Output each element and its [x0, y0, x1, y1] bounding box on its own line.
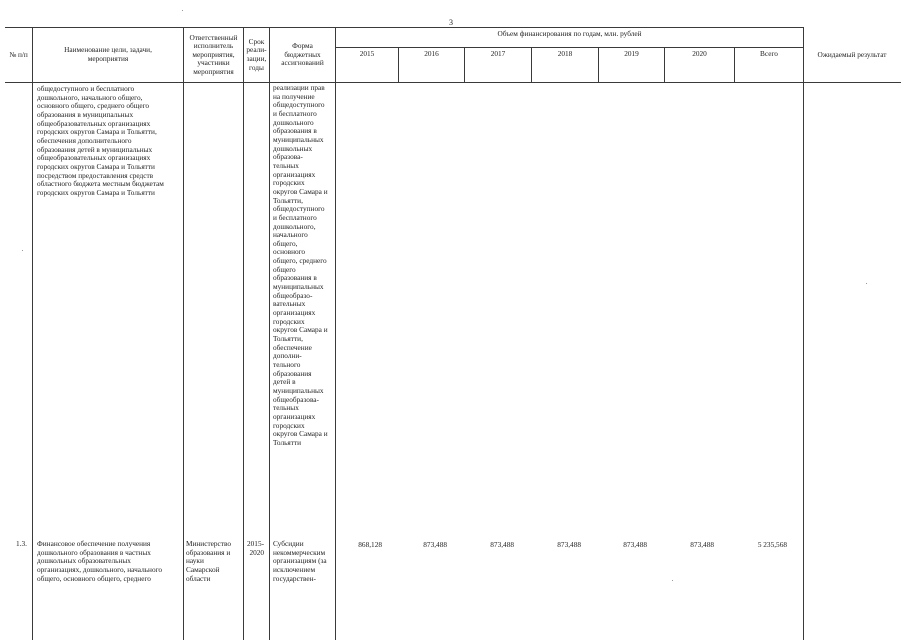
row-1-3-value-2019: 873,488	[623, 540, 647, 549]
row-1-3-value-2016: 873,488	[423, 540, 447, 549]
header-term	[244, 28, 269, 82]
header-name-text: Наименование цели, задачи, мероприятия	[64, 45, 152, 63]
row-1-3-value-total: 5 235,568	[757, 540, 787, 549]
continued-row-name: общедоступного и бесплатного дошкольного, начального общего, основного общего, среднего общего образования в муниципальных общеобразовательных организациях городских округов Самара и Тольятти, обеспечения дополнительного образования детей в муниципальных общеобразовательных организациях городских округов Самара и Тольятти посредством предоставления средств областного бюджета местным бюджетам городских округов Самара и Тольятти	[37, 84, 164, 197]
continued-row-form: реализации прав на получение общедоступного и бесплатного дошкольного образования в муниципальных дошкольных образова- тельных организациях городских округов Самара и Тольятти, общедоступного и бесплатного дошкольного, начального общего, основного общего, среднего общего образования в муниципальных общеобразо- вательных организациях городских округов Самара и Тольятти, обеспечение дополни- тельного образования детей в муниципальных общеобразова- тельных организациях городских округов Самара и Тольятти	[273, 83, 328, 447]
scan-speck	[672, 580, 673, 581]
row-1-3-value-2018: 873,488	[557, 540, 581, 549]
scan-speck	[866, 283, 867, 284]
header-form	[270, 28, 335, 82]
header-name	[33, 28, 183, 82]
row-1-3-value-2015: 868,128	[358, 540, 382, 549]
header-volume: Объем финансирования по годам, млн. рублей	[497, 29, 642, 39]
row-1-3-name: Финансовое обеспечение получения дошкольного образования в частных дошкольных образовательных организациях, дошкольного, начального общего, основного общего, среднего	[37, 539, 163, 583]
header-result: Ожидаемый результат	[817, 49, 887, 59]
header-year-2020: 2020	[692, 48, 707, 58]
header-year-2015: 2015	[359, 48, 375, 58]
header-year-2016: 2016	[424, 48, 439, 58]
header-year-2017: 2017	[490, 48, 506, 58]
header-term-text: Срок реали- зации, годы	[246, 36, 267, 72]
header-executor-text: Ответственный исполнитель мероприятия, участники мероприятия	[189, 32, 238, 76]
scan-speck	[182, 10, 183, 11]
row-1-3-value-2020: 873,488	[690, 540, 714, 549]
header-total: Всего	[760, 48, 778, 58]
header-num: № п/п	[9, 49, 28, 59]
row-1-3-form: Субсидии некоммерческим организациям (за исключением государствен-	[273, 539, 327, 583]
scan-speck	[22, 250, 23, 251]
header-form-text: Форма бюджетных ассигнований	[281, 41, 324, 68]
header-year-2019: 2019	[624, 48, 639, 58]
page-number: 3	[449, 18, 453, 27]
row-1-3-num: 1.3.	[16, 539, 27, 548]
row-1-3-term: 2015- 2020	[247, 539, 265, 557]
header-year-2018: 2018	[557, 48, 573, 58]
header-executor	[184, 28, 243, 82]
row-1-3-executor: Министерство образования и науки Самарской области	[186, 539, 231, 583]
row-1-3-value-2017: 873,488	[490, 540, 514, 549]
